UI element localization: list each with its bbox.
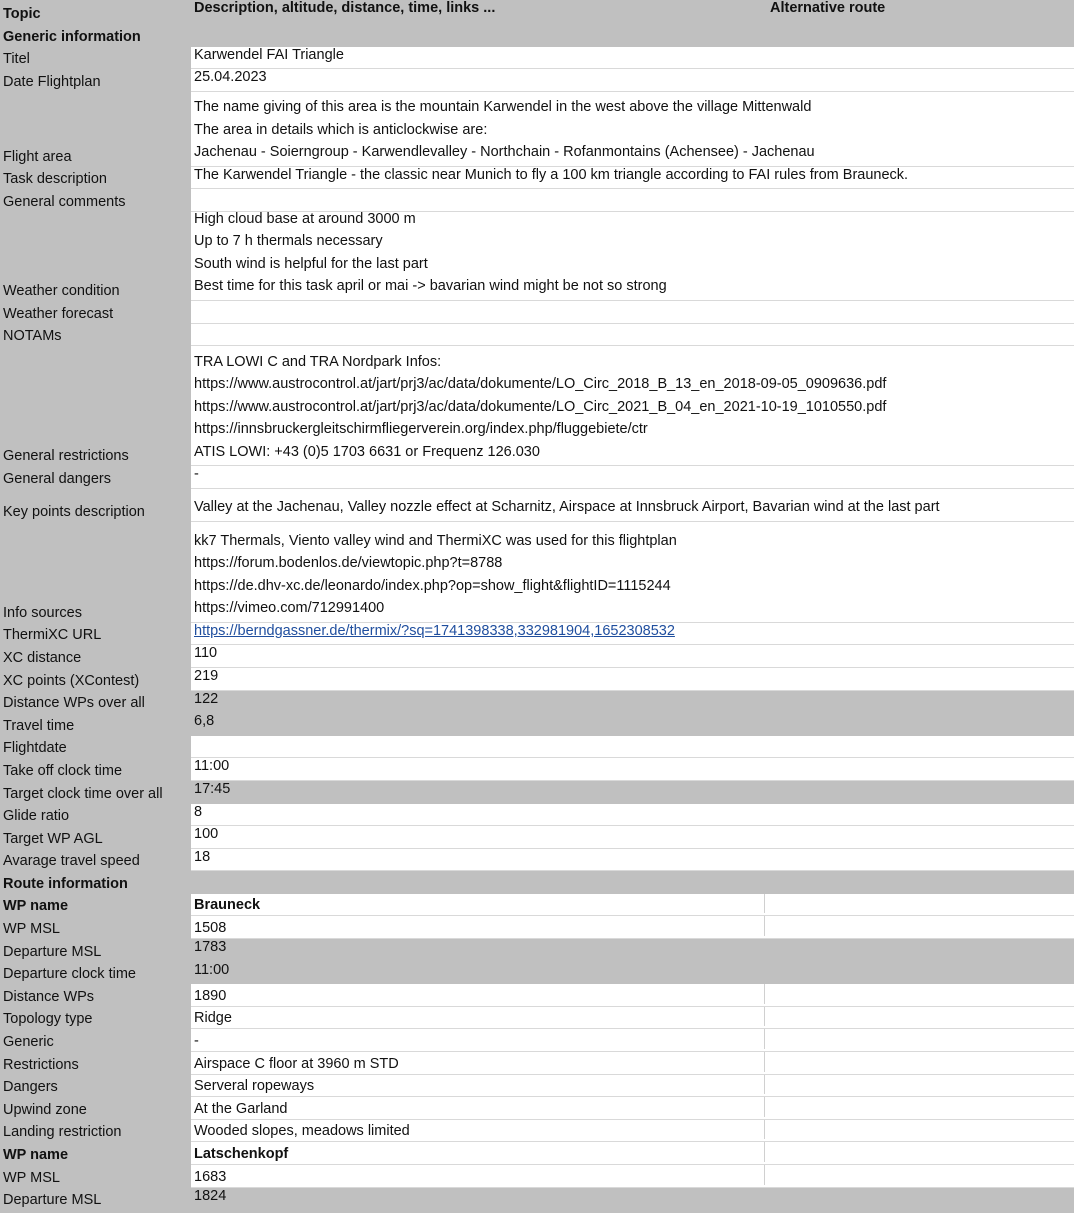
alt-cell[interactable] xyxy=(765,984,1074,1004)
row-value: 11:00 xyxy=(194,758,230,775)
row-label: Weather condition xyxy=(0,212,191,301)
row-label: Target clock time over all xyxy=(0,781,191,804)
row-value-cell[interactable] xyxy=(191,894,1074,917)
row-wp1-msl[interactable] xyxy=(0,916,1074,939)
row-value: Brauneck xyxy=(191,894,765,914)
row-travel-time[interactable] xyxy=(0,713,1074,736)
row-takeoff[interactable] xyxy=(0,758,1074,781)
row-label: Distance WPs xyxy=(0,984,191,1007)
row-value-cell[interactable] xyxy=(191,167,1074,190)
row-value-cell[interactable] xyxy=(191,522,1074,623)
row-label: WP MSL xyxy=(0,916,191,939)
row-value-cell[interactable] xyxy=(191,826,1074,849)
row-label: Key points description xyxy=(0,489,191,522)
row-value: 8 xyxy=(194,803,203,820)
row-wp1-landing[interactable] xyxy=(0,1120,1074,1143)
row-label: General dangers xyxy=(0,466,191,489)
row-flightdate[interactable] xyxy=(0,736,1074,759)
row-speed[interactable] xyxy=(0,849,1074,872)
row-label: Travel time xyxy=(0,713,191,736)
row-value: The Karwendel Triangle - the classic near Munich to fly a 100 km triangle according to FAI rules from Brauneck. xyxy=(194,166,909,183)
row-label: Dangers xyxy=(0,1075,191,1098)
section-filler xyxy=(191,871,1074,894)
row-value-line: South wind is helpful for the last part xyxy=(194,255,428,272)
row-label: WP name xyxy=(0,1142,191,1165)
row-target-agl[interactable] xyxy=(0,826,1074,849)
row-value: Latschenkopf xyxy=(191,1142,765,1162)
row-value-line: Jachenau - Soierngroup - Karwendlevalley - Northchain - Rofanmontains (Achensee) - Jachenau xyxy=(194,144,815,161)
row-label: Glide ratio xyxy=(0,804,191,827)
row-wp1-dangers[interactable] xyxy=(0,1075,1074,1098)
row-label: Upwind zone xyxy=(0,1097,191,1120)
row-value: 17:45 xyxy=(194,781,231,797)
row-label: Departure clock time xyxy=(0,962,191,985)
row-label: Take off clock time xyxy=(0,758,191,781)
row-label: Task description xyxy=(0,167,191,190)
row-titel[interactable] xyxy=(0,47,1074,70)
row-xc-distance[interactable] xyxy=(0,645,1074,668)
row-label: Info sources xyxy=(0,522,191,623)
row-value-line: https://www.austrocontrol.at/jart/prj3/ac/data/dokumente/LO_Circ_2021_B_04_en_2021-10-19_1010550.pdf xyxy=(194,398,887,415)
row-label: Topology type xyxy=(0,1007,191,1030)
row-value-line: The area in details which is anticlockwise are: xyxy=(194,121,488,138)
row-label: ThermiXC URL xyxy=(0,623,191,646)
alt-cell[interactable] xyxy=(765,1165,1074,1185)
row-value: 100 xyxy=(194,826,219,843)
row-value-cell[interactable] xyxy=(191,69,1074,92)
row-label: Landing restriction xyxy=(0,1120,191,1143)
row-wp1-restrictions[interactable] xyxy=(0,1052,1074,1075)
row-value-cell[interactable] xyxy=(191,301,1074,324)
row-value-cell[interactable] xyxy=(191,962,1074,985)
row-value: Serveral ropeways xyxy=(191,1075,765,1095)
row-value-cell[interactable] xyxy=(191,346,1074,466)
row-general-restrictions[interactable] xyxy=(0,346,1074,466)
row-value: 18 xyxy=(194,848,211,865)
row-value-line: Best time for this task april or mai -> bavarian wind might be not so strong xyxy=(194,278,667,295)
row-value-line: https://innsbruckergleitschirmfliegerverein.org/index.php/fluggebiete/ctr xyxy=(194,421,648,438)
row-label: XC distance xyxy=(0,645,191,668)
row-wp2-dep-msl[interactable] xyxy=(0,1188,1074,1211)
header-description: Description, altitude, distance, time, links ... xyxy=(194,0,496,16)
alt-cell[interactable] xyxy=(765,916,1074,936)
section-generic xyxy=(0,24,1074,47)
row-value-line: High cloud base at around 3000 m xyxy=(194,211,416,227)
row-value-cell[interactable] xyxy=(191,1188,1074,1211)
row-value-line: https://www.austrocontrol.at/jart/prj3/ac/data/dokumente/LO_Circ_2018_B_13_en_2018-09-05_0909636.pdf xyxy=(194,376,887,393)
row-label: WP MSL xyxy=(0,1165,191,1188)
row-label: Avarage travel speed xyxy=(0,849,191,872)
row-value: 25.04.2023 xyxy=(194,69,267,86)
row-value: 1783 xyxy=(194,939,227,956)
row-value: Karwendel FAI Triangle xyxy=(194,46,344,63)
row-value-cell[interactable] xyxy=(191,804,1074,827)
row-label: Date Flightplan xyxy=(0,69,191,92)
row-value-cell[interactable] xyxy=(191,984,1074,1007)
alt-cell[interactable] xyxy=(765,1052,1074,1072)
row-value-line: TRA LOWI C and TRA Nordpark Infos: xyxy=(194,353,442,370)
row-date[interactable] xyxy=(0,69,1074,92)
row-value-line: Up to 7 h thermals necessary xyxy=(194,233,383,250)
row-wp1-dist[interactable] xyxy=(0,984,1074,1007)
row-value-line: kk7 Thermals, Viento valley wind and ThermiXC was used for this flightplan xyxy=(194,532,677,549)
row-task[interactable] xyxy=(0,167,1074,190)
row-label: Generic xyxy=(0,1029,191,1052)
alt-cell[interactable] xyxy=(765,1029,1074,1049)
row-value: At the Garland xyxy=(191,1097,765,1117)
alt-cell[interactable] xyxy=(765,1007,1074,1027)
row-value-cell[interactable] xyxy=(191,92,1074,167)
row-value: Valley at the Jachenau, Valley nozzle effect at Scharnitz, Airspace at Innsbruck Airport, Bavarian wind at the last part xyxy=(194,499,940,516)
row-comments[interactable] xyxy=(0,189,1074,212)
row-value: Ridge xyxy=(191,1007,765,1027)
row-value-cell[interactable] xyxy=(191,212,1074,301)
row-value: - xyxy=(194,466,199,483)
header-row xyxy=(0,0,1074,24)
row-value-cell[interactable] xyxy=(191,324,1074,347)
header-alternative: Alternative route xyxy=(770,0,886,16)
row-label: General comments xyxy=(0,189,191,212)
row-value-cell[interactable] xyxy=(191,1029,1074,1052)
row-wp1-dep-msl[interactable] xyxy=(0,939,1074,962)
row-value-cell[interactable] xyxy=(191,668,1074,691)
row-distance-wps[interactable] xyxy=(0,691,1074,714)
row-value-cell[interactable] xyxy=(191,1165,1074,1188)
row-key-points[interactable] xyxy=(0,489,1074,522)
row-value-line: https://vimeo.com/712991400 xyxy=(194,600,385,617)
header-topic: Topic xyxy=(0,0,191,24)
row-value: Airspace C floor at 3960 m STD xyxy=(191,1052,765,1072)
row-value: 1890 xyxy=(191,984,765,1004)
row-wp1-dep-clock[interactable] xyxy=(0,962,1074,985)
row-label: Departure MSL xyxy=(0,939,191,962)
row-value-cell[interactable] xyxy=(191,623,1074,646)
row-value: 110 xyxy=(194,645,218,662)
row-value-cell[interactable] xyxy=(191,1097,1074,1120)
header-columns xyxy=(191,0,1074,24)
row-wp1-upwind[interactable] xyxy=(0,1097,1074,1120)
row-value-line: https://de.dhv-xc.de/leonardo/index.php?op=show_flight&flightID=1115244 xyxy=(194,577,671,594)
row-label: General restrictions xyxy=(0,346,191,466)
row-value: - xyxy=(191,1029,765,1049)
row-label: XC points (XContest) xyxy=(0,668,191,691)
row-value: 1683 xyxy=(191,1165,765,1185)
row-value-cell[interactable] xyxy=(191,1052,1074,1075)
row-value-cell[interactable] xyxy=(191,781,1074,804)
row-wp1-topology[interactable] xyxy=(0,1007,1074,1030)
row-value: 1824 xyxy=(194,1187,227,1204)
row-glide-ratio[interactable] xyxy=(0,804,1074,827)
row-value-cell[interactable] xyxy=(191,939,1074,962)
row-wp1-generic[interactable] xyxy=(0,1029,1074,1052)
row-label: Restrictions xyxy=(0,1052,191,1075)
alt-cell[interactable] xyxy=(765,1120,1074,1140)
section-title: Route information xyxy=(0,871,191,894)
alt-cell[interactable] xyxy=(765,1075,1074,1095)
row-label: WP name xyxy=(0,894,191,917)
row-thermixc-url[interactable] xyxy=(0,623,1074,646)
row-label: Flightdate xyxy=(0,736,191,759)
row-value-cell[interactable] xyxy=(191,47,1074,70)
row-value-cell[interactable] xyxy=(191,1075,1074,1098)
row-value: 11:00 xyxy=(194,961,230,978)
row-general-dangers[interactable] xyxy=(0,466,1074,489)
row-wp2-msl[interactable] xyxy=(0,1165,1074,1188)
row-value-line: The name giving of this area is the mountain Karwendel in the west above the village Mittenwald xyxy=(194,99,812,116)
row-value: 6,8 xyxy=(194,713,215,730)
row-value-cell[interactable] xyxy=(191,713,1074,736)
row-wp2-name[interactable] xyxy=(0,1142,1074,1165)
row-value-cell[interactable] xyxy=(191,489,1074,522)
row-info-sources[interactable] xyxy=(0,522,1074,623)
section-route xyxy=(0,871,1074,894)
row-value-cell[interactable] xyxy=(191,1142,1074,1165)
row-label: Distance WPs over all xyxy=(0,691,191,714)
section-filler xyxy=(191,24,1074,47)
alt-cell[interactable] xyxy=(765,1142,1074,1162)
row-value-cell[interactable] xyxy=(191,849,1074,872)
row-value-cell[interactable] xyxy=(191,1120,1074,1143)
row-label: Weather forecast xyxy=(0,301,191,324)
row-value-cell[interactable] xyxy=(191,916,1074,939)
row-label: NOTAMs xyxy=(0,324,191,347)
row-value-cell[interactable] xyxy=(191,736,1074,759)
row-wp1-name[interactable] xyxy=(0,894,1074,917)
row-value-cell[interactable] xyxy=(191,189,1074,212)
row-value-cell[interactable] xyxy=(191,691,1074,714)
row-value-cell[interactable] xyxy=(191,466,1074,489)
alt-cell[interactable] xyxy=(765,894,1074,914)
row-weather-forecast[interactable] xyxy=(0,301,1074,324)
row-value-cell[interactable] xyxy=(191,758,1074,781)
row-value-cell[interactable] xyxy=(191,1007,1074,1030)
row-value-line: https://forum.bodenlos.de/viewtopic.php?t=8788 xyxy=(194,555,503,572)
thermixc-link[interactable]: https://berndgassner.de/thermix/?sq=1741398338,332981904,1652308532 xyxy=(194,622,675,639)
row-value: 122 xyxy=(194,690,219,707)
section-title: Generic information xyxy=(0,24,191,47)
alt-cell[interactable] xyxy=(765,1097,1074,1117)
row-notams[interactable] xyxy=(0,324,1074,347)
row-value: Wooded slopes, meadows limited xyxy=(191,1120,765,1140)
row-value: 1508 xyxy=(191,916,765,936)
row-label: Titel xyxy=(0,47,191,70)
row-weather-condition[interactable] xyxy=(0,212,1074,301)
row-xc-points[interactable] xyxy=(0,668,1074,691)
row-label: Flight area xyxy=(0,92,191,167)
row-target-clock[interactable] xyxy=(0,781,1074,804)
row-value-line: ATIS LOWI: +43 (0)5 1703 6631 or Frequenz 126.030 xyxy=(194,443,540,460)
row-value: 219 xyxy=(194,668,219,685)
row-label: Departure MSL xyxy=(0,1188,191,1211)
row-flight-area[interactable] xyxy=(0,92,1074,167)
row-label: Target WP AGL xyxy=(0,826,191,849)
row-value-cell[interactable] xyxy=(191,645,1074,668)
